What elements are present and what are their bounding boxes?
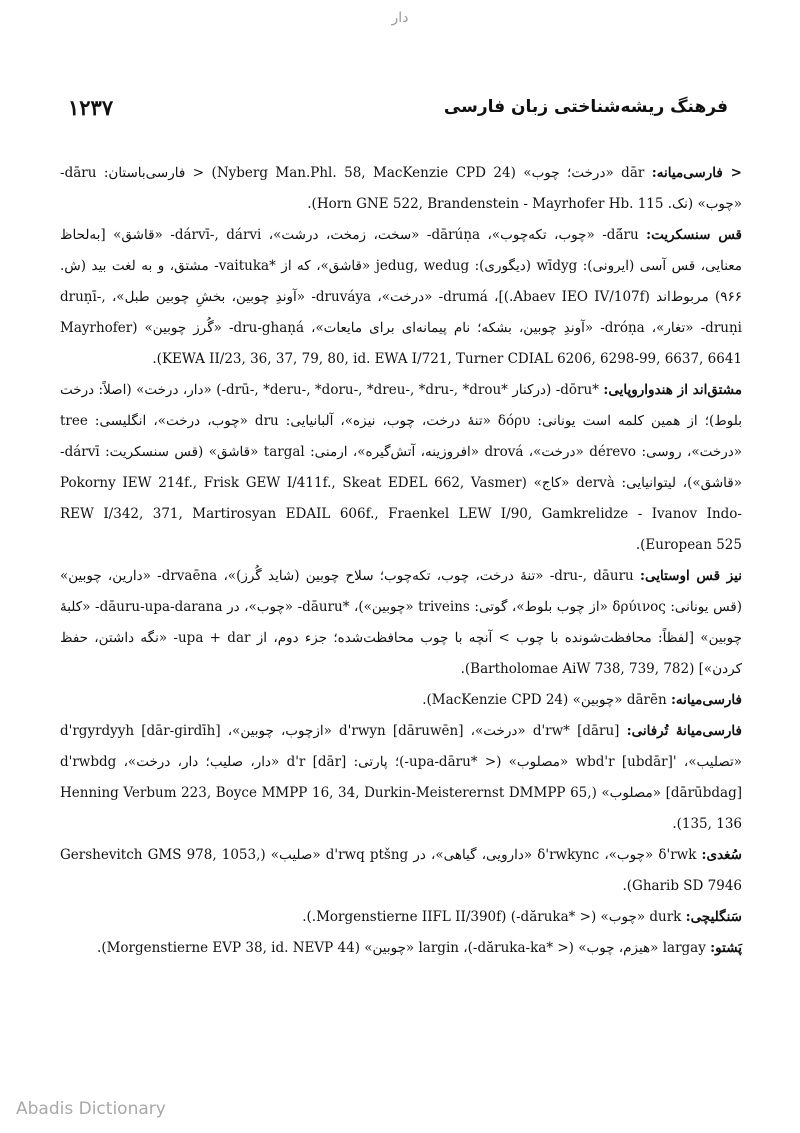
etymology-entry bbox=[60, 685, 742, 716]
entry-label: قس سنسکریت: bbox=[646, 227, 742, 243]
entry-label: مشتق‌اند از هندواروپایی: bbox=[603, 382, 742, 398]
entry-body: *dōru- (درکنار *drū-, *deru-, *doru-, *dreu-, *dru-, *drou-) «دار، درخت» (اصلاً: درخت بلوط)؛ از همین کلمه است یونانی: δόρυ «تنهٔ درخت، چوب، نیزه»، آلبانیایی: dru «چوب، درخت»، انگلیسی: tree «درخت»، روسی: dérevo «درخت»، drová «افروزینه، آتش‌گیره»، ارمنی: targal «قاشق» (قس سنسکریت: dárvī- «قاشق»)، لیتوانیایی: dervà «کاج» (Pokorny IEW 214f., Frisk GEW I/411f., Skeat EDEL 662, Vasmer REW I/342, 371, Martirosyan EDAIL 606f., Fraenkel LEW I/90, Gamkrelidze - Ivanov Indo-European 525). bbox=[60, 382, 743, 553]
etymology-entry bbox=[60, 220, 742, 375]
entry-label: سُغدی: bbox=[701, 847, 742, 863]
entry-label: فارسی‌میانهٔ تُرفانی: bbox=[626, 723, 743, 739]
etymology-entry bbox=[60, 561, 742, 685]
watermark: Abadis Dictionary bbox=[16, 1099, 166, 1119]
entry-body: durk «چوب» (< *dăruka-) (Morgenstierne IIFL II/390f.). bbox=[302, 909, 682, 925]
book-title: فرهنگ ریشه‌شناختی زبان فارسی bbox=[443, 97, 728, 117]
entry-body: dā́ru- «چوب، تکه‌چوب»، dārúṇa- «سخت، زمخت، درشت»، dárvī-, dárvi- «قاشق» [به‌لحاظ معنایی، قس آسی (ایرونی): wīdyg (دیگوری): jedug, wedug «قاشق»، که از *vaituka- مشتق، و به لغت بید (ش. ۹۶۶) مربوط‌اند (Abaev IEO IV/107f.)]، drumá- «درخت»، druváya- «آوندِ چوبین، بخشِ چوبین طبل»، druṇī-, druṇi- «تغار»، dróṇa- «آوندِ چوبین، بشکه؛ نام پیمانه‌ای برای مایعات»، dru-ghaṇá- «گُرز چوبین» (Mayrhofer KEWA II/23, 36, 37, 79, 80, id. EWA I/721, Turner CDIAL 6206, 6298-99, 6637, 6641). bbox=[60, 227, 743, 367]
entry-body: dru-, dāuru- «تنهٔ درخت، چوب، تکه‌چوب؛ سلاح چوبین (شاید گُرز)»، drvaēna- «دارین، چوبین» (قس یونانی: δρύινος «از چوب بلوط»، گوتی: triveins «چوبین»)، *dāuru- «چوب»، در dāuru-upa-darana- «کلبهٔ چوبین» [لفظاً: محافظت‌شونده با چوب > آنچه با چوب محافظت‌شده؛ جزء دوم، از upa + dar- «نگه داشتن، حفظ کردن»] (Bartholomae AiW 738, 739, 782). bbox=[60, 568, 743, 677]
entry-body: δ'rwk «چوب»، δ'rwkync «دارویی، گیاهی»، در d'rwq ptšng «صلیب» (Gershevitch GMS 978, 1053, Gharib SD 7946). bbox=[60, 847, 742, 894]
entry-body: largay «هیزم، چوب» (< *dăruka-ka-)، largin «چوبین» (Morgenstierne EVP 38, id. NEVP 44). bbox=[97, 940, 706, 956]
page-header-word: دار bbox=[391, 10, 409, 26]
entry-label: سَنگلیچی: bbox=[685, 909, 742, 925]
entry-body: dār «درخت؛ چوب» (Nyberg Man.Phl. 58, MacKenzie CPD 24) < فارسی‌باستان: dāru- «چوب» (نک. Horn GNE 522, Brandenstein - Mayrhofer Hb. 115). bbox=[60, 165, 742, 212]
entry-label: فارسی‌میانه: bbox=[670, 692, 742, 708]
entry-label: پَشتو: bbox=[710, 940, 742, 956]
dictionary-content bbox=[60, 158, 742, 964]
etymology-entry bbox=[60, 375, 742, 561]
etymology-entry bbox=[60, 840, 742, 902]
page-number: ۱۲۳۷ bbox=[68, 95, 114, 120]
etymology-entry bbox=[60, 933, 742, 964]
entry-label: < فارسی‌میانه: bbox=[651, 165, 742, 181]
etymology-entry bbox=[60, 716, 742, 840]
entry-label: نیز قس اوستایی: bbox=[639, 568, 743, 584]
entry-body: d'rw* [dāru] «درخت»، d'rwyn [dāruwēn] «ازچوب، چوبین»، d'rgyrdyyh [dār-girdīh] «تصلیب»، 'wbd'r [ubdār] «مصلوب» (< *upa-dāru-)؛ پارتی: d'r [dār] «دار، صلیب؛ دار، درخت»، d'rwbdg [dārūbdag] «مصلوب» (Henning Verbum 223, Boyce MMPP 16, 34, Durkin-Meisterernst DMMPP 65, 135, 136). bbox=[60, 723, 743, 832]
entry-body: dārēn «چوبین» (MacKenzie CPD 24). bbox=[422, 692, 667, 708]
etymology-entry bbox=[60, 158, 742, 220]
etymology-entry bbox=[60, 902, 742, 933]
